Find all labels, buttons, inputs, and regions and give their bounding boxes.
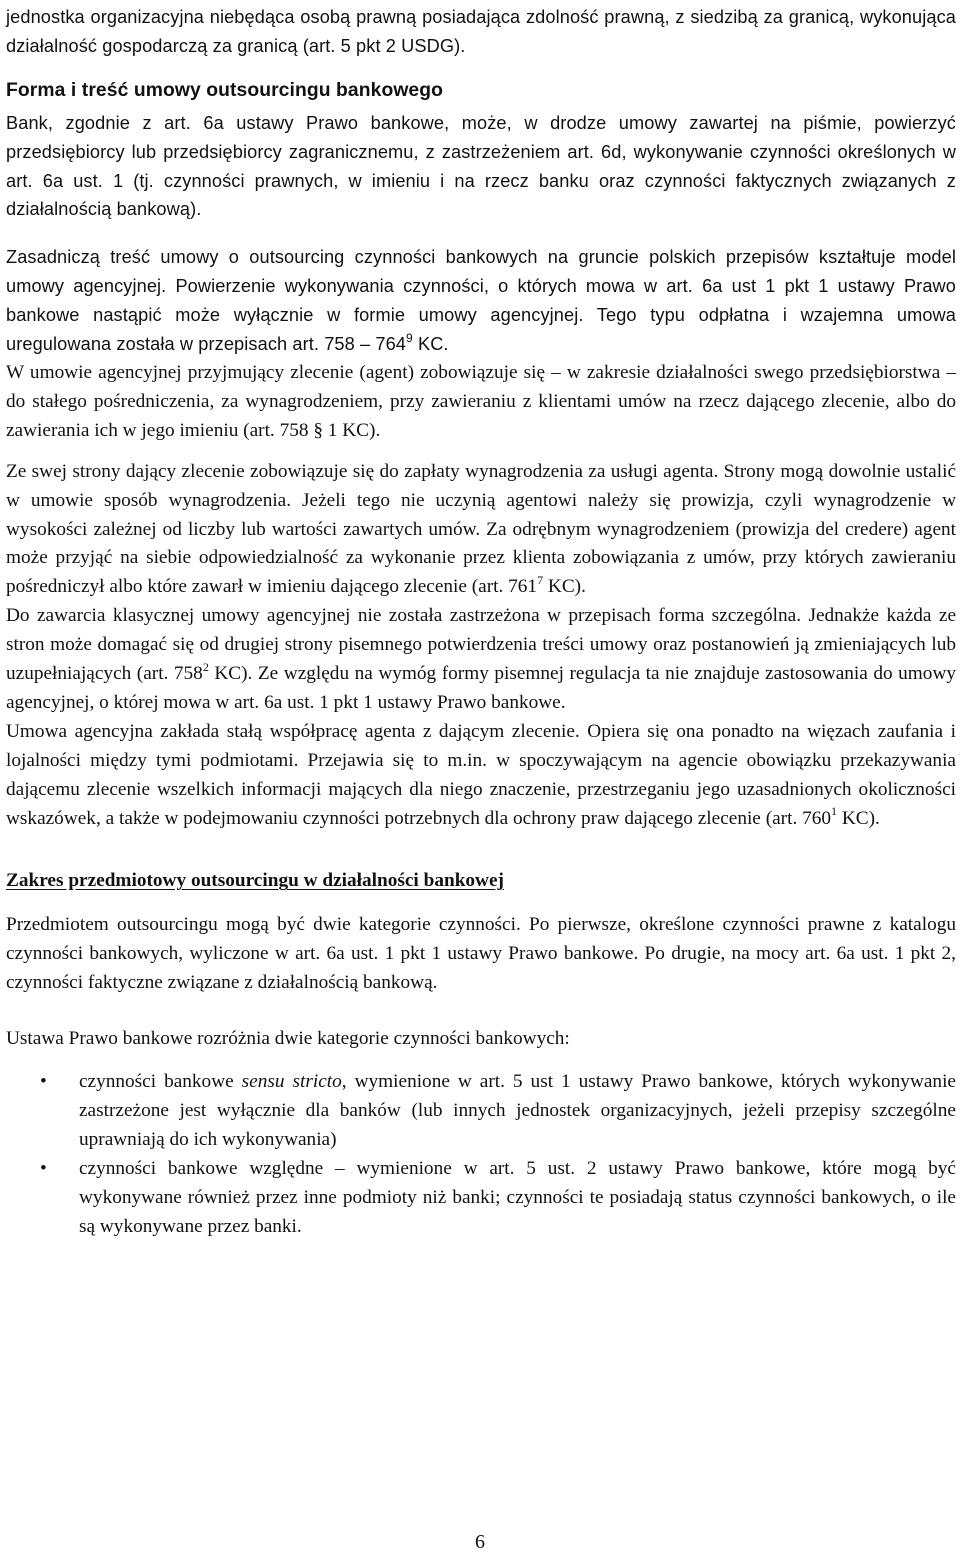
- footnote-superscript: 2: [202, 659, 209, 674]
- paragraph-ze-swej-strony: [6, 458, 956, 603]
- list-item: [6, 1155, 956, 1242]
- bullet-dot-icon: •: [40, 1157, 47, 1179]
- paragraph-bank: Bank, zgodnie z art. 6a ustawy Prawo bankowe, może, w drodze umowy zawartej na piśmie, powierzyć przedsiębiorcy lub przedsiębiorcy zagranicznemu, z zastrzeżeniem art. 6d, wykonywanie czynności określonych w art. 6a ust. 1 (tj. czynności prawnych, w imieniu i na rzecz banku oraz czynności faktycznych związanych z działalnością bankową).: [6, 112, 956, 220]
- footnote-superscript: 1: [831, 804, 838, 819]
- bullet-dot-icon: •: [40, 1071, 47, 1092]
- bullet1-text-a: czynności bankowe: [79, 1071, 242, 1092]
- intro-paragraph: jednostka organizacyjna niebędąca osobą prawną posiadająca zdolność prawną, z siedzibą za granicą, wykonująca działalność gospodarczą za granicą (art. 5 pkt 2 USDG).: [6, 7, 956, 56]
- paragraph-do-zawarcia-b: KC). Ze względu na wymóg formy pisemnej regulacja ta nie znajduje zastosowania do umowy agencyjnej, o której mowa w art. 6a ust. 1 pkt 1 ustawy Prawo bankowe.: [6, 663, 957, 713]
- paragraph-zasadnicza-text: Zasadniczą treść umowy o outsourcing czynności bankowych na gruncie polskich przepisów kształtuje model umowy agencyjnej. Powierzenie wykonywania czynności, o których mowa w art. 6a ust 1 pkt 1 ustawy Prawo bankowe nastąpić może wyłącznie w formie umowy agencyjnej. Tego typu odpłatna i wzajemna umowa uregulowana została w przepisach art. 758 – 764: [6, 247, 956, 355]
- paragraph-przedmiotem: Przedmiotem outsourcingu mogą być dwie kategorie czynności. Po pierwsze, określone czynności prawne z katalogu czynności bankowych, wyliczone w art. 6a ust. 1 pkt 1 ustawy Prawo bankowe. Po drugie, na mocy art. 6a ust. 1 pkt 2, czynności faktyczne związane z działalnością bankową.: [6, 914, 956, 994]
- paragraph-do-zawarcia-a: Do zawarcia klasycznej umowy agencyjnej nie została zastrzeżona w przepisach forma szczególna. Jednakże każda ze stron może domagać się od drugiej strony pisemnego potwierdzenia treści umowy oraz postanowień ją zmieniających lub uzupełniających (art. 758: [6, 605, 956, 685]
- document-page: [6, 0, 956, 1241]
- bullet2-text: czynności bankowe względne – wymienione w art. 5 ust. 2 ustawy Prawo bankowe, które mogą być wykonywane również przez inne podmioty niż banki; czynności te posiadają status czynności bankowych, o ile są wykonywane przez banki.: [79, 1157, 956, 1237]
- page-number: 6: [475, 1531, 485, 1553]
- section-heading-forma: Forma i treść umowy outsourcingu bankowego: [6, 79, 444, 101]
- bullet1-emphasis: sensu stricto: [241, 1071, 342, 1092]
- paragraph-ze-swej-end: KC).: [543, 576, 586, 598]
- paragraph-do-zawarcia: [6, 602, 956, 718]
- paragraph-ustawa-rozroznia: Ustawa Prawo bankowe rozróżnia dwie kategorie czynności bankowych:: [6, 1028, 570, 1050]
- paragraph-umowa-agencyjna: [6, 718, 956, 834]
- bullet1-text-b: , wymienione w art. 5 ust 1 ustawy Prawo bankowe, których wykonywanie zastrzeżone jest wyłącznie dla banków (lub innych jednostek organizacyjnych, jeżeli przepisy szczególne uprawniają do ich wykonywania): [79, 1071, 956, 1150]
- paragraph-umowa-agencyjna-b: KC).: [837, 807, 880, 829]
- section-heading-zakres: Zakres przedmiotowy outsourcingu w działalności bankowej: [6, 870, 504, 892]
- paragraph-umowa-agencyjna-a: Umowa agencyjna zakłada stałą współpracę agenta z dającym zlecenie. Opiera się ona ponadto na więzach zaufania i lojalności między tymi podmiotami. Przejawia się to m.in. w spoczywającym na agencie obowiązku przekazywania dającemu zlecenie wszelkich informacji mających dla niego znaczenie, przestrzeganiu jego uzasadnionych okoliczności wskazówek, a także w podejmowaniu czynności potrzebnych dla ochrony praw dającego zlecenie (art. 760: [6, 720, 956, 829]
- paragraph-zasadnicza-end: KC.: [412, 334, 449, 355]
- footnote-superscript: 7: [537, 572, 544, 587]
- paragraph-w-umowie: W umowie agencyjnej przyjmujący zlecenie (agent) zobowiązuje się – w zakresie działalności swego przedsiębiorstwa – do stałego pośredniczenia, za wynagrodzeniem, przy zawieraniu z klientami umów na rzecz dającego zlecenie, albo do zawierania ich w jego imieniu (art. 758 § 1 KC).: [6, 361, 956, 441]
- bullet-list: [6, 1068, 956, 1241]
- list-item: [6, 1068, 956, 1155]
- paragraph-zasadnicza: [6, 243, 956, 359]
- footnote-superscript: 9: [406, 331, 413, 345]
- paragraph-ze-swej-text: Ze swej strony dający zlecenie zobowiązuje się do zapłaty wynagrodzenia za usługi agenta. Strony mogą dowolnie ustalić w umowie sposób wynagrodzenia. Jeżeli tego nie uczynią agentowi należy się prowizja, czyli wynagrodzenie w wysokości zależnej od liczby lub wartości zawartych umów. Za odrębnym wynagrodzeniem (prowizja del credere) agent może przyjąć na siebie odpowiedzialność za wykonanie przez klienta zobowiązania z umów, przy których zawieraniu pośredniczył albo które zawarł w imieniu dającego zlecenie (art. 761: [6, 460, 956, 598]
